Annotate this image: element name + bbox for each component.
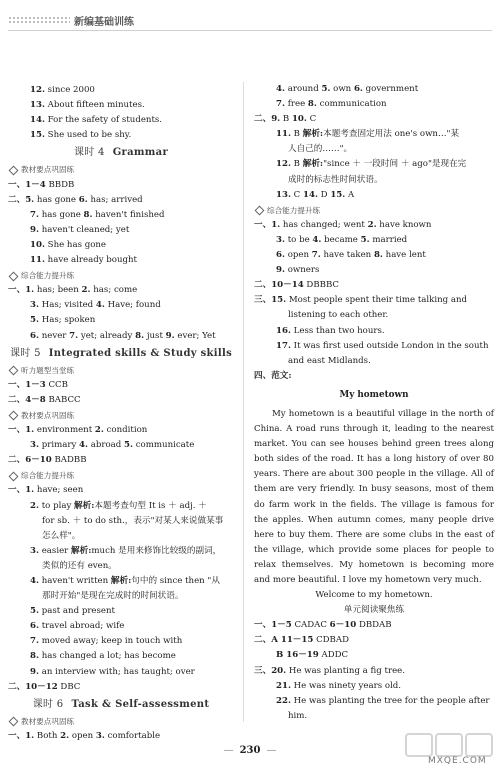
answer-number: 7. [311,250,321,261]
answer-line [8,604,234,619]
answer-text: has; arrived [87,194,143,205]
answer-number: 7. [30,636,39,647]
answer-line [8,178,234,193]
answer-text: Less than two hours. [290,325,385,336]
answer-number: 4. [95,300,105,311]
answer-number: 4. [30,576,39,586]
lesson-label: 课时 4 [73,147,105,159]
answer-number: 一、1－4 [8,179,46,190]
diamond-icon [9,366,19,376]
answer-number: 7. [30,209,39,220]
answer-text: has; come [90,285,138,296]
answer-number: 二、4－8 [8,394,46,405]
answer-text: yet; already [78,330,136,341]
diamond-icon [9,166,19,176]
answer-text: easier [38,545,72,556]
right-column [254,82,494,724]
answer-number: 4. [276,84,285,94]
answer-line [254,218,494,233]
lesson-heading [8,697,234,712]
answer-number: 6. [30,330,39,341]
answer-text: open [69,730,96,741]
page-number: — 230 — [223,745,277,756]
answer-text: B [280,114,292,125]
answer-line [254,324,494,339]
answer-line [254,173,494,188]
answer-text: 成时的标志性时间状语。 [288,174,383,185]
answer-text: BABCC [45,394,81,405]
answer-number: 7. [69,330,79,341]
answer-line [254,293,494,308]
answer-text: 本题考查句型 It is ＋ adj. ＋ [94,500,207,511]
answer-text: BADBB [51,455,87,466]
diamond-icon [9,717,19,727]
answer-number: 11. [276,129,291,140]
answer-number: 15. [330,189,346,200]
answer-text: Has; spoken [38,315,96,326]
lesson-title: Task & Self-assessment [71,698,210,710]
essay-paragraph: My hometown is a beautiful village in the north of China. A road runs through it, leading to the nearest market. You can see houses behind green trees along both sides of the road. It has a long history of over 80 years. There are about 300 people in the village. All of them are very friendly. In busy seasons, most of them do farm work in the fields. The village is famous for the apples. When autumn comes, many people drive here to buy them. There are some clubs in the east of the village, which provide some places for people to relax themselves. My hometown is becoming more and more beautiful. I love my hometown very much. [254,408,494,585]
answer-text: 句中的 since then "从 [131,576,220,586]
answer-number: B 16－19 [276,650,319,661]
answer-line [254,127,494,142]
answer-number: 9. [30,666,39,677]
section-label: 教材要点巩固练 [21,716,75,726]
answer-number: 3. [95,730,105,741]
answer-text: 类似的还有 even。 [42,560,117,571]
answer-text: owners [284,265,320,276]
answer-line [8,729,234,744]
explanation-label: 解析: [74,500,95,511]
answer-line [254,308,494,323]
answer-line [254,618,494,633]
answer-number: 一、1－5 [254,620,292,631]
answer-line [254,694,494,709]
answer-number: 3. [30,545,39,556]
section-heading [8,268,234,283]
section-label: 听力题型当堂练 [21,365,75,375]
lesson-label: 课时 5 [9,347,41,359]
answer-number: 2. [367,219,377,230]
answer-line [8,298,234,313]
answer-text: have taken [320,250,374,261]
answer-line [8,378,234,393]
answer-line [254,679,494,694]
answer-text: just [144,330,166,341]
answer-number: 三、15. [254,295,287,306]
answer-number: 4. [312,234,322,245]
section-heading [8,408,234,423]
answer-number: 3. [30,440,39,451]
diamond-icon [255,206,265,216]
answer-line [8,393,234,408]
answer-line [254,709,494,724]
answer-text: and east Midlands. [288,355,371,366]
answer-text: "since ＋ 一段时间 ＋ ago"是现在完 [323,159,467,170]
answer-text: DBBBC [303,280,340,291]
answer-line [254,188,494,203]
centered-line: 单元阅读聚焦练 [343,605,405,616]
answer-line [8,680,234,695]
answer-number: 14. [30,115,45,126]
answer-text: He was ninety years old. [290,680,402,691]
left-column [8,83,234,744]
answer-line [254,633,494,648]
answer-text: never [38,330,70,341]
answer-text: since 2000 [44,85,95,95]
answer-number: 8. [83,209,93,220]
answer-number: 6. [78,194,88,205]
answer-text: He was planting a fig tree. [286,665,405,676]
answer-line [8,193,234,208]
section-heading [8,714,234,729]
answer-text: has; been [34,285,82,296]
answer-text: own [330,84,354,94]
answer-line [254,233,494,248]
answer-number: 2. [94,425,104,436]
answer-line [8,283,234,298]
header-rule [8,30,492,31]
diamond-icon [9,411,19,421]
answer-text: him. [288,710,308,721]
answer-text: Have; found [104,300,161,311]
answer-text: haven't written [38,576,111,586]
answer-number: 二、6－10 [8,455,52,466]
answer-line [8,514,234,529]
explanation-label: 解析: [302,129,324,140]
answer-number: 二、5. [8,194,35,205]
answer-text: B [290,159,303,170]
answer-number: 13. [30,100,45,111]
answer-number: 14. [303,189,318,200]
answer-line [254,97,494,112]
page-header [0,0,500,34]
section-heading [8,363,234,378]
answer-text: B [290,129,303,140]
answer-line [8,113,234,128]
answer-text: has changed a lot; has become [38,651,176,662]
answer-number: 一、1. [8,485,35,496]
answer-number: 三、20. [254,665,287,676]
answer-text: 怎么样"。 [42,530,81,541]
answer-text: comfortable [104,730,161,741]
answer-text: environment [34,425,95,436]
answer-text: haven't finished [92,209,165,220]
answer-text: She has gone [44,239,107,250]
answer-text: much 是用来修饰比较级的副词， [91,545,222,556]
answer-text: communicate [133,440,195,451]
answer-text: 本题考查固定用法 one's own…"某 [323,129,460,140]
answer-line [8,529,234,544]
answer-text: ADDC [318,650,349,661]
answer-number: 8. [135,330,145,341]
answer-number: 22. [276,695,291,706]
answer-number: 5. [30,315,39,326]
answer-number: 5. [360,234,370,245]
explanation-label: 解析: [110,576,132,586]
explanation-label: 解析: [71,545,92,556]
answer-text: government [362,84,419,94]
answer-text: has gone [34,194,79,205]
answer-text: became [321,234,361,245]
answer-number: 6. [30,621,39,632]
answer-text: communication [316,99,387,110]
answer-line [8,238,234,253]
answer-number: 2. [30,500,39,511]
lesson-title: Integrated skills & Study skills [48,347,233,359]
header-title: 新编基础训练 [74,17,134,28]
answer-line [254,112,494,127]
answer-text: Has; visited [38,300,96,311]
lesson-title: Grammar [112,147,169,159]
answer-number: 6. [353,84,363,94]
diamond-icon [9,271,19,281]
answer-line [254,664,494,679]
answer-line [8,499,234,514]
answer-text: ever; Yet [174,330,216,341]
answer-number: 6－10 [329,620,357,631]
answer-line [8,544,234,559]
answer-text: A [345,189,355,200]
answer-text: free [284,99,308,110]
answer-number: 17. [276,340,291,351]
answer-number: 12. [30,85,45,95]
answer-text: primary [38,440,80,451]
answer-line [8,649,234,664]
header-dot-pattern [8,16,70,25]
answer-number: 二、10－12 [8,681,58,692]
answer-line [8,589,234,604]
answer-number: 一、1. [254,219,281,230]
answer-text: 人自己的……"。 [288,144,353,155]
answer-number: 9. [165,330,175,341]
answer-number: 9. [276,265,285,276]
answer-number: 一、1－3 [8,379,46,390]
answer-line [8,574,234,589]
answer-text: DBC [57,681,81,692]
watermark-text: MXQE.COM [428,756,487,766]
column-divider [243,82,244,722]
answer-text: It was first used outside London in the south [290,340,489,351]
centered-line: Welcome to my hometown. [315,590,433,601]
answer-text: CCB [45,379,68,390]
answer-line [8,128,234,143]
answer-text: C [306,114,317,125]
answer-text: has gone [38,209,84,220]
answer-text: have; seen [34,485,84,496]
answer-number: 21. [276,680,291,691]
answer-text: Both [34,730,61,741]
answer-text: CADAC [291,620,330,631]
answer-line [8,634,234,649]
answer-number: 10. [291,114,307,125]
answer-line [8,423,234,438]
answer-number: 5. [30,606,39,617]
answer-number: 二、10－14 [254,280,304,291]
answer-number: 16. [276,325,291,336]
answer-number: 15. [30,130,45,141]
answer-text: Most people spent their time talking and [286,295,468,306]
answer-line [254,248,494,263]
answer-text: condition [103,425,148,436]
answer-number: 3. [30,300,39,311]
section-label: 综合能力提升练 [21,471,75,481]
answer-text: open [284,250,312,261]
answer-number: 4. [79,440,89,451]
answer-number: 8. [373,250,383,261]
answer-line [254,142,494,157]
lesson-heading [8,145,234,160]
answer-text: D [317,189,331,200]
answer-number: 一、1. [8,730,35,741]
answer-text: listening to each other. [288,310,389,321]
answer-text: DBDAB [356,620,392,631]
answer-number: 6. [276,250,285,261]
answer-line [8,483,234,498]
section-label: 教材要点巩固练 [21,410,75,420]
answer-number: 5. [124,440,134,451]
section-label: 综合能力提升练 [21,271,75,281]
answer-line [8,438,234,453]
answer-text: an interview with; has taught; over [38,666,195,677]
answer-number: 3. [276,234,285,245]
answer-line [8,453,234,468]
answer-line [8,329,234,344]
answer-number: 10. [30,239,45,250]
answer-number: 一、1. [8,425,35,436]
answer-number: 9. [30,224,39,235]
answer-text: have known [376,219,432,230]
answer-text: She used to be shy. [44,130,132,141]
answer-text: have already bought [44,255,137,266]
answer-number: 8. [30,651,39,662]
essay-title: My hometown [339,389,409,400]
answer-number: 一、1. [8,285,35,296]
answer-line [8,223,234,238]
answer-text: married [369,234,408,245]
answer-line [8,83,234,98]
answer-line [8,208,234,223]
section-heading [8,468,234,483]
answer-line [254,263,494,278]
answer-number: 2. [60,730,70,741]
answer-line [8,98,234,113]
lesson-label: 课时 6 [32,698,64,710]
answer-text: for sb. ＋ to do sth.，表示"对某人来说做某事 [42,515,224,526]
page-number-value: 230 [239,745,261,756]
answer-line [254,339,494,354]
answer-text: He was planting the tree for the people after [290,695,490,706]
answer-text: travel abroad; wife [38,621,125,632]
answer-text: BBDB [45,179,75,190]
lesson-heading [8,346,234,361]
explanation-label: 解析: [302,159,324,170]
answer-line [8,619,234,634]
answer-text: abroad [88,440,125,451]
answer-text: 那时开始"是现在完成时的时间状语。 [42,591,184,602]
answer-text: around [284,84,322,94]
section-heading [254,203,494,218]
answer-line [254,354,494,369]
answer-number: 7. [276,99,285,110]
answer-line [254,369,494,384]
answer-number: 8. [307,99,317,110]
answer-text: moved away; keep in touch with [38,636,183,647]
answer-number: 5. [321,84,331,94]
answer-text: C [290,189,303,200]
answer-text: past and present [38,606,116,617]
answer-number: 11. [30,255,45,266]
answer-line [8,253,234,268]
answer-number: 二、A 11－15 [254,635,314,646]
answer-line [8,313,234,328]
answer-text: to be [284,234,313,245]
answer-number: 四、范文: [254,370,292,381]
answer-text: have lent [382,250,426,261]
answer-text: haven't cleaned; yet [38,224,130,235]
answer-number: 13. [276,189,291,200]
answer-text: has changed; went [280,219,368,230]
answer-line [254,157,494,172]
answer-number: 2. [81,285,91,296]
answer-text: to play [38,500,75,511]
section-label: 教材要点巩固练 [21,165,75,175]
diamond-icon [9,471,19,481]
answer-text: About fifteen minutes. [44,100,145,111]
answer-line [8,559,234,574]
section-label: 综合能力提升练 [267,205,321,215]
answer-text: CDBAD [313,635,349,646]
answer-line [254,278,494,293]
answer-line [8,665,234,680]
answer-number: 二、9. [254,114,281,125]
section-heading [8,162,234,177]
answer-text: For the safety of students. [44,115,163,126]
answer-number: 12. [276,159,291,170]
answer-line [254,82,494,97]
answer-line [254,648,494,663]
